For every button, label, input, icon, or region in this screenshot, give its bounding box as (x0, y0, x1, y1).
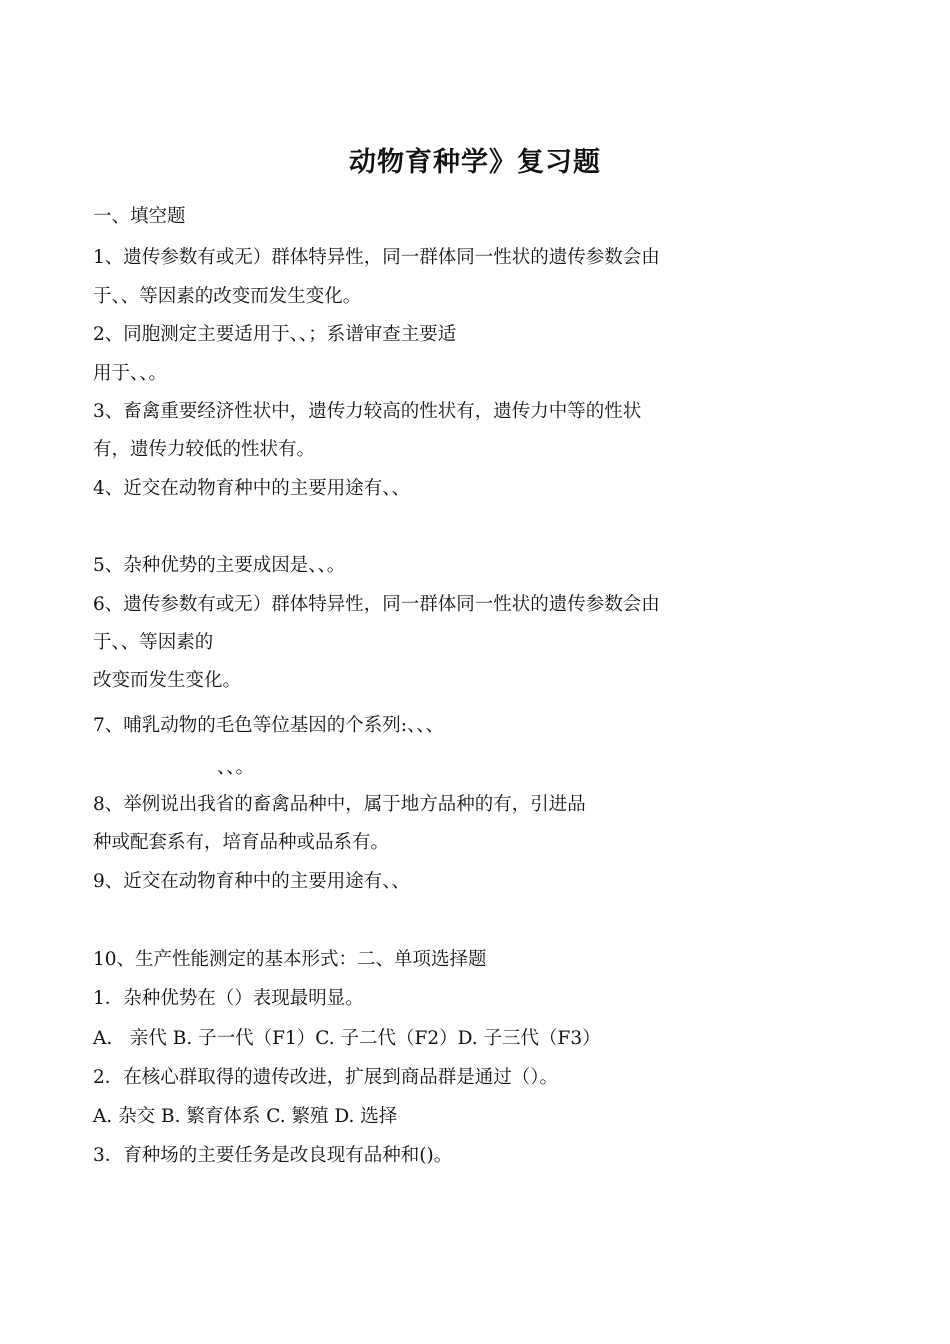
question-line: 7、哺乳动物的毛色等位基因的个系列:、、、 (93, 715, 445, 736)
question-line: 于、、等因素的改变而发生变化。 (93, 286, 362, 307)
question-line: 2．在核心群取得的遗传改进，扩展到商品群是通过（）。 (93, 1067, 559, 1088)
question-line: 5、杂种优势的主要成因是、、。 (93, 555, 346, 576)
question-line: 、、。 (217, 757, 255, 778)
question-line: 4、近交在动物育种中的主要用途有、、 (93, 478, 411, 499)
question-line: 1．杂种优势在（）表现最明显。 (93, 988, 364, 1009)
question-line: 3．育种场的主要任务是改良现有品种和()。 (93, 1145, 453, 1166)
question-line: 1、遗传参数有或无）群体特异性，同一群体同一性状的遗传参数会由 (93, 247, 660, 268)
question-line: 3、畜禽重要经济性状中，遗传力较高的性状有，遗传力中等的性状 (93, 401, 642, 422)
question-line: 8、举例说出我省的畜禽品种中，属于地方品种的有，引进品 (93, 794, 586, 815)
section-heading-fill-blank: 一、填空题 (93, 206, 186, 227)
question-line: 有，遗传力较低的性状有。 (93, 439, 316, 460)
question-line: 用于、、。 (93, 363, 168, 384)
answer-options: A. 杂交 B. 繁育体系 C. 繁殖 D. 选择 (93, 1106, 398, 1127)
question-line: 于、、等因素的 (93, 632, 214, 653)
answer-options: A. 亲代 B. 子一代（F1）C. 子二代（F2）D. 子三代（F3） (93, 1028, 601, 1049)
document-title: 动物育种学》复习题 (349, 147, 601, 178)
question-line: 10、生产性能测定的基本形式：二、单项选择题 (93, 949, 487, 970)
question-line: 种或配套系有，培育品种或品系有。 (93, 832, 390, 853)
question-line: 改变而发生变化。 (93, 670, 242, 691)
question-line: 9、近交在动物育种中的主要用途有、、 (93, 871, 411, 892)
question-line: 6、遗传参数有或无）群体特异性，同一群体同一性状的遗传参数会由 (93, 594, 660, 615)
question-line: 2、同胞测定主要适用于、、；系谱审查主要适 (93, 324, 457, 345)
